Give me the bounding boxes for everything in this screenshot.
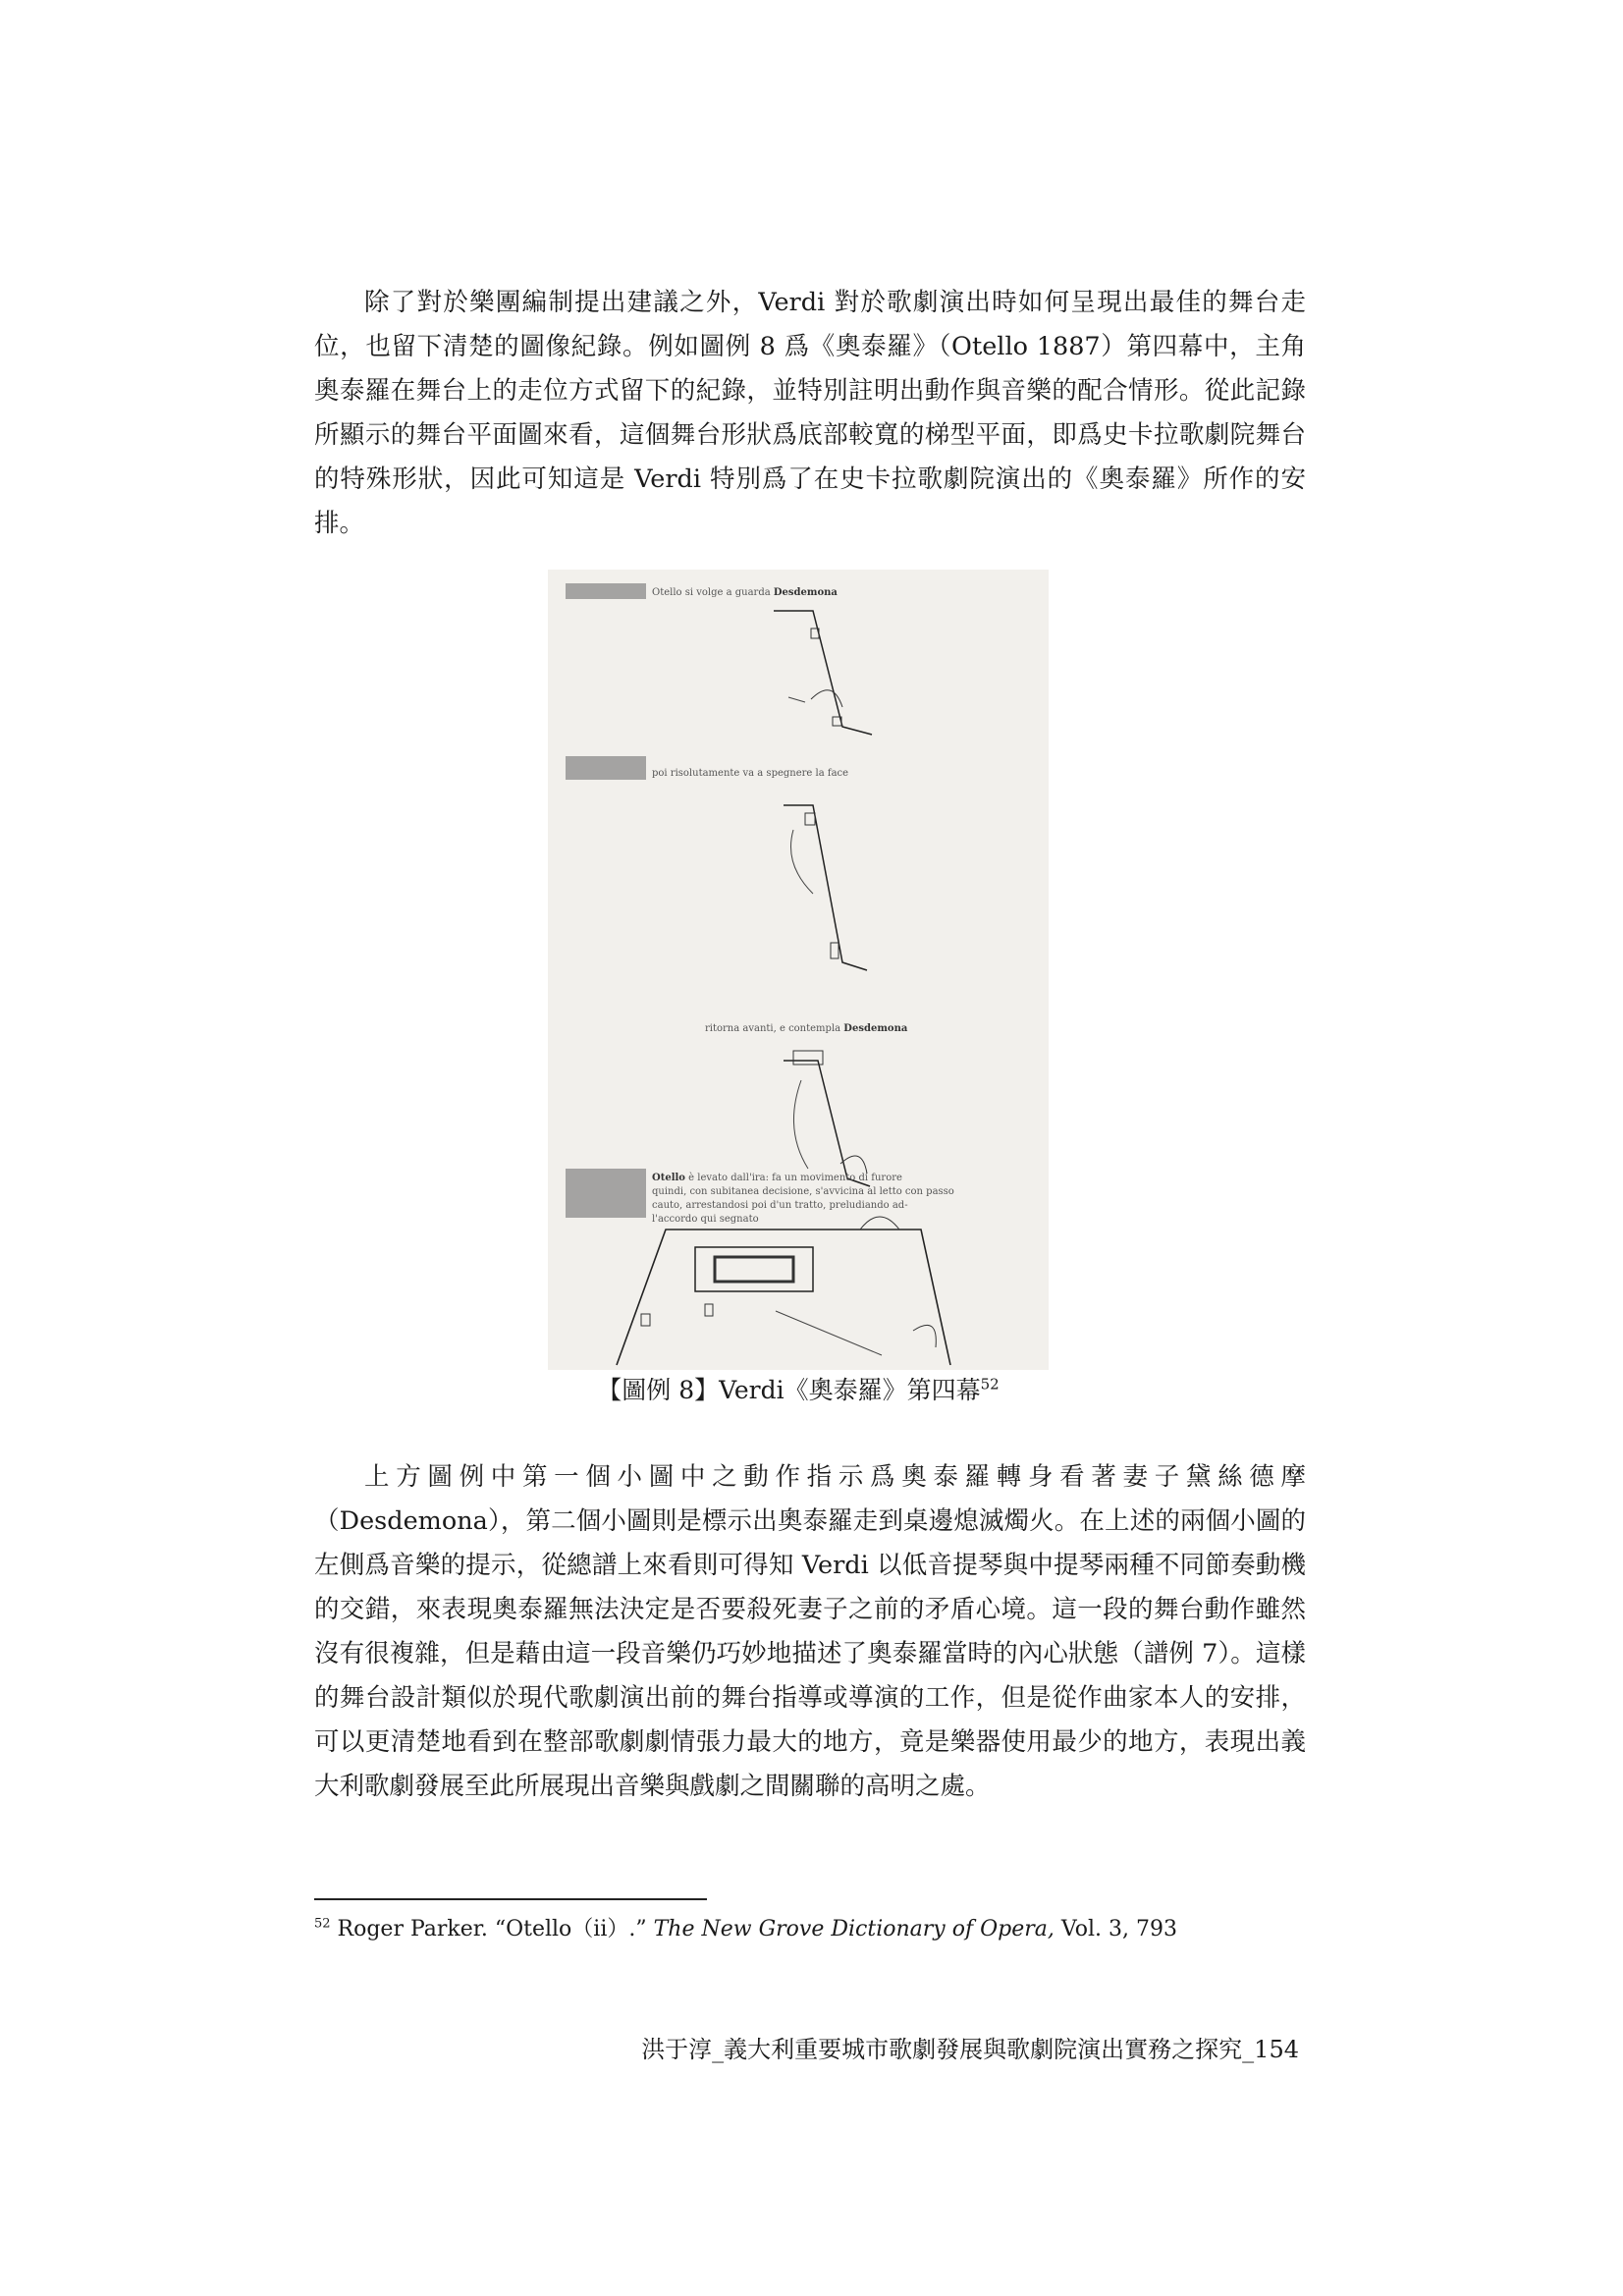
footnote [314,1913,1306,1946]
scene-1 [566,583,872,735]
movement-path-3 [793,1080,808,1169]
scene-2-direction: poi risolutamente va a spegnere la face [652,768,849,779]
stage-diagrams [548,570,1049,1370]
body-paragraph-1: 除了對於樂團編制提出建議之外，Verdi 對於歌劇演出時如何呈現出最佳的舞台走位，也留下清楚的圖像紀錄。例如圖例 8 爲《奧泰羅》（Otello 1887）第四幕中，主角奧泰羅在舞台上的走位方式留下的紀錄，並特別註明出動作與音樂的配合情形。從此記錄所顯示的舞台平面圖來看，這個舞台形狀爲底部較寬的梯型平面，即爲史卡拉歌劇院舞台的特殊形狀，因此可知這是 Verdi 特別爲了在史卡拉歌劇院演出的《奧泰羅》所作的安排。 [314,288,1306,538]
scene-4-direction-line-2: quindi, con subitanea decisione, s'avvicina al letto con passo [652,1186,954,1197]
bed-arc-1 [811,690,842,707]
movement-arrow-1 [788,697,805,702]
footnote-number: 52 [314,1916,331,1932]
scene-3-direction: ritorna avanti, e contempla Desdemona [705,1023,908,1034]
figure-caption: 【圖例 8】Verdi《奧泰羅》第四幕$^{52}$ [597,1375,1000,1404]
scene-4-direction-line-4: l'accordo qui segnato [652,1214,759,1225]
stage-outline-1 [774,611,872,735]
running-footer: 洪于淳_義大利重要城市歌劇發展與歌劇院演出實務之探究_154 [641,2036,1299,2063]
doorway-arc [860,1217,899,1230]
stage-outline-3 [784,1061,870,1186]
stage-outline-4 [617,1230,950,1365]
bed-inner [715,1257,793,1282]
scene-4-direction-line-1: Otello è levato dall'ira: fa un movimento di furore [652,1173,902,1183]
music-excerpt-4 [566,1169,646,1218]
footnote-reference[interactable]: 52 [980,1375,1000,1394]
scene-2 [566,756,867,970]
staging-figure [548,570,1049,1370]
footnote-tail: Vol. 3, 793 [1054,1917,1177,1941]
music-excerpt-1 [566,583,646,599]
music-excerpt-2 [566,756,646,780]
scene-1-direction: Otello si volge a guarda Desdemona [652,587,838,598]
footnote-text: Roger Parker. “Otello（ii）.” [330,1917,654,1941]
scene-4-direction-line-3: cauto, arrestandosi poi d'un tratto, preludiando ad- [652,1200,908,1211]
door-arc-right [913,1325,936,1347]
bed-frame [695,1247,813,1291]
movement-arrow-4 [776,1311,882,1355]
footnote-source-title: The New Grove Dictionary of Opera, [653,1917,1055,1941]
chair-mark-4 [641,1314,650,1326]
stage-outline-2 [784,805,867,970]
scene-3 [705,1023,908,1186]
footnote-divider [314,1898,707,1900]
scene-4 [566,1169,954,1365]
bed-mark-2 [831,943,839,958]
body-paragraph-2: 上方圖例中第一個小圖中之動作指示爲奧泰羅轉身看著妻子黛絲德摩（Desdemona），第二個小圖則是標示出奧泰羅走到桌邊熄滅燭火。在上述的兩個小圖的左側爲音樂的提示，從總譜上來看則可得知 Verdi 以低音提琴與中提琴兩種不同節奏動機的交錯，來表現奧泰羅無法決定是否要殺死妻子之前的矛盾心境。這一段的舞台動作雖然沒有很複雜，但是藉由這一段音樂仍巧妙地描述了奧泰羅當時的內心狀態（譜例 7）。這樣的舞台設計類似於現代歌劇演出前的舞台指導或導演的工作，但是從作曲家本人的安排，可以更清楚地看到在整部歌劇劇情張力最大的地方，竟是樂器使用最少的地方，表現出義大利歌劇發展至此所展現出音樂與戲劇之間關聯的高明之處。 [314,1462,1306,1801]
table-mark-4 [705,1304,713,1316]
table-mark-2 [805,813,815,825]
movement-path-2 [791,830,814,894]
